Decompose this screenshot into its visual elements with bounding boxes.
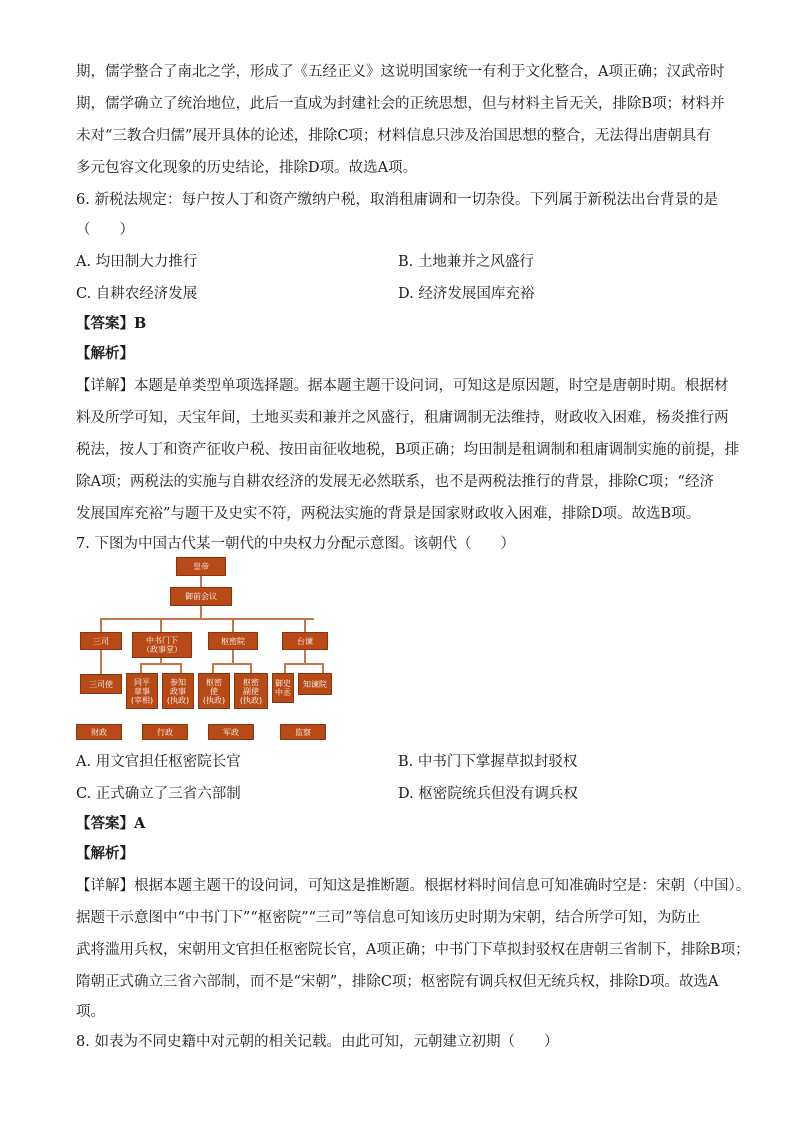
power-structure-diagram — [76, 556, 346, 746]
q7-option-a: A. 用文官担任枢密院长官 — [76, 754, 241, 770]
text-line: 期，儒学确立了统治地位，此后一直成为封建社会的正统思想，但与材料主旨无关，排除B项；材料并 — [76, 96, 725, 112]
q6-option-a: A. 均田制大力推行 — [76, 254, 198, 270]
q7-detail-line: 项。 — [76, 1004, 105, 1020]
q7-detail-line: 【详解】根据本题主题干的设问词，可知这是推断题。根据材料时间信息可知准确时空是：宋朝（中国）。 — [76, 878, 751, 894]
xingzheng-label: 行政 — [142, 724, 188, 740]
text-line: 多元包容文化现象的历史结论，排除D项。故选A项。 — [76, 160, 418, 176]
yushi-zhongcheng-box: 御史 中丞 — [272, 673, 294, 703]
council-box: 御前会议 — [170, 587, 232, 606]
q6-detail-line: 【详解】本题是单类型单项选择题。据本题主题干设问词，可知这是原因题，时空是唐朝时期。根据材 — [76, 378, 729, 394]
q6-detail-line: 料及所学可知，天宝年间，土地买卖和兼并之风盛行，租庸调制无法维持，财政收入困难，杨炎推行两 — [76, 410, 729, 426]
emperor-box: 皇帝 — [176, 557, 226, 576]
q6-answer: 【答案】B — [76, 315, 147, 332]
zhijianyuan-box: 知谏院 — [298, 673, 332, 695]
tongping-zhangshi-box: 同平 章事 (宰相) — [126, 673, 158, 709]
zhongshu-menxia-box: 中书门下 （政事堂） — [132, 632, 192, 658]
sansi-box: 三司 — [80, 632, 122, 650]
q7-option-d: D. 枢密院统兵但没有调兵权 — [398, 786, 578, 802]
q7-option-b: B. 中书门下掌握草拟封驳权 — [398, 754, 578, 770]
q6-detail-line: 除A项；两税法的实施与自耕农经济的发展无必然联系，也不是两税法推行的背景，排除C项；“经济 — [76, 474, 714, 490]
q6-blank: （ ） — [76, 222, 134, 238]
shumishi-box: 枢密 使 (执政) — [198, 673, 230, 709]
jiancha-label: 监察 — [280, 724, 326, 740]
q6-detail-line: 税法，按人丁和资产征收户税、按田亩征收地税，B项正确；均田制是租调制和租庸调制实施的前提，排 — [76, 442, 740, 458]
q6-option-c: C. 自耕农经济发展 — [76, 286, 198, 302]
text-line: 期，儒学整合了南北之学，形成了《五经正义》这说明国家统一有利于文化整合，A项正确；汉武帝时 — [76, 64, 725, 80]
q6-stem: 6. 新税法规定：每户按人丁和资产缴纳户税，取消租庸调和一切杂役。下列属于新税法出台背景的是 — [76, 192, 718, 208]
q6-option-d: D. 经济发展国库充裕 — [398, 286, 535, 302]
q6-detail-line: 发展国库充裕”与题干及史实不符，两税法实施的背景是国家财政收入困难，排除D项。故选B项。 — [76, 506, 701, 522]
q6-option-b: B. 土地兼并之风盛行 — [398, 254, 534, 270]
q7-answer: 【答案】A — [76, 815, 146, 832]
q6-analysis-label: 【解析】 — [76, 345, 134, 362]
q7-detail-line: 武将滥用兵权，宋朝用文官担任枢密院长官，A项正确；中书门下草拟封驳权在唐朝三省制下，排除B项； — [76, 942, 750, 958]
canzhi-zhengshi-box: 参知 政事 (执政) — [162, 673, 194, 709]
q7-stem: 7. 下图为中国古代某一朝代的中央权力分配示意图。该朝代（ ） — [76, 536, 515, 552]
sansishi-box: 三司使 — [80, 674, 122, 694]
q7-option-c: C. 正式确立了三省六部制 — [76, 786, 241, 802]
caizheng-label: 财政 — [76, 724, 122, 740]
q8-stem: 8. 如表为不同史籍中对元朝的相关记载。由此可知，元朝建立初期（ ） — [76, 1034, 559, 1050]
text-line: 未对“三教合归儒”展开具体的论述，排除C项；材料信息只涉及治国思想的整合，无法得出唐朝具有 — [76, 128, 711, 144]
shumifushi-box: 枢密 副使 (执政) — [234, 673, 268, 709]
junzheng-label: 军政 — [208, 724, 254, 740]
q7-detail-line: 隋朝正式确立三省六部制，而不是“宋朝”，排除C项；枢密院有调兵权但无统兵权，排除D项。故选A — [76, 974, 719, 990]
q7-analysis-label: 【解析】 — [76, 845, 134, 862]
shumiyuan-box: 枢密院 — [208, 632, 258, 650]
q7-detail-line: 据题干示意图中“中书门下”“枢密院”“三司”等信息可知该历史时期为宋朝，结合所学可知，为防止 — [76, 910, 701, 926]
taijian-box: 台谏 — [282, 632, 328, 650]
